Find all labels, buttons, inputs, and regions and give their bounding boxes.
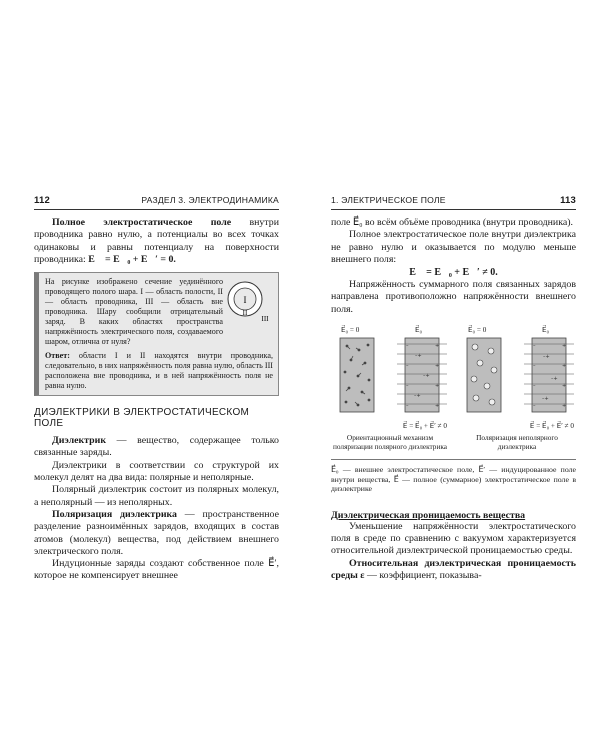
- running-header: 1. ЭЛЕКТРИЧЕСКОЕ ПОЛЕ: [331, 195, 446, 205]
- term-polarization: Поляризация диэлектрика: [52, 508, 177, 520]
- subsection-title: Диэлектрическая проницаемость вещества: [331, 509, 526, 521]
- svg-text:+: +: [435, 383, 440, 390]
- region-label-1: I: [243, 295, 247, 306]
- running-header: РАЗДЕЛ 3. ЭЛЕКТРОДИНАМИКА: [141, 195, 279, 205]
- svg-text:+: +: [435, 343, 440, 350]
- right-page-header: [331, 195, 576, 210]
- box-answer: [45, 351, 273, 391]
- svg-text:–: –: [406, 383, 409, 390]
- paragraph-text: — коэффициент, показыва-: [364, 570, 482, 582]
- label-e0: E⃗₀: [542, 326, 550, 335]
- formula-dielectric: [331, 267, 576, 278]
- svg-text:–: –: [533, 403, 536, 410]
- svg-text:–: –: [533, 383, 536, 390]
- hollow-sphere-icon: [223, 277, 273, 323]
- paragraph-text: — пространственное разделение разноимённых зарядов, входящих в состав атомов (молекул) вещества, под действием внешнего электрического поля.: [34, 508, 279, 557]
- paragraph-types: Диэлектрики в соответствии со структурой их молекул делят на два вида: полярные и неполярные.: [34, 459, 279, 484]
- box-question: На рисунке изображено сечение уединённого проводящего полого шара. I — область полости, II — область проводника, III — область вне проводника. Шару сообщили отрицательный заряд. В каких областях пространства напряжённость электрического поля, создаваемого шаром, отлична от нуля?: [45, 277, 223, 347]
- paragraph-dielectric-field: Полное электростатическое поле внутри диэлектрика не равно нулю и оказывается по модулю меньше внешнего поля:: [331, 229, 576, 265]
- formula-text: E⃗ = E⃗₀ + E⃗′ ≠ 0.: [409, 267, 498, 279]
- paragraph-full-field: [34, 217, 279, 266]
- nonpolar-dielectric-no-field-icon: [458, 336, 512, 416]
- page-number: 112: [34, 195, 50, 206]
- region-label-2: II: [242, 309, 248, 318]
- polar-dielectric-field-icon: [395, 336, 449, 416]
- svg-text:–+: –+: [542, 396, 549, 403]
- section-title: ДИЭЛЕКТРИКИ В ЭЛЕКТРОСТАТИЧЕСКОМ ПОЛЕ: [34, 407, 250, 430]
- left-page-header: [34, 195, 279, 210]
- svg-text:–+: –+: [543, 354, 550, 361]
- paragraph-relative-permittivity: [331, 558, 576, 583]
- pane-no-field: [331, 325, 385, 421]
- svg-text:+: +: [435, 403, 440, 410]
- polarization-figures: [331, 325, 576, 451]
- caption-polar: Ориентационный механизм поляризации полярного диэлектрика: [332, 433, 448, 452]
- paragraph-permittivity: Уменьшение напряжённости электростатического поля в среде по сравнению с вакуумом характеризуется относительной диэлектрической проницаемостью среды.: [331, 520, 576, 557]
- svg-text:+: +: [435, 363, 440, 370]
- svg-text:–: –: [406, 343, 409, 350]
- left-page: [34, 195, 279, 583]
- pane-no-field: [458, 325, 512, 421]
- svg-text:–: –: [406, 363, 409, 370]
- paragraph-dielectric: [34, 435, 279, 460]
- nonpolar-dielectric-field-icon: [522, 336, 576, 416]
- term-full-field: Полное электростатическое поле: [52, 217, 232, 228]
- paragraph-text: — вещество, содержащее только связанные заряды.: [34, 435, 279, 459]
- caption-nonpolar: Поляризация неполярного диэлектрика: [476, 433, 558, 452]
- svg-text:–: –: [406, 403, 409, 410]
- svg-text:–+: –+: [423, 373, 430, 380]
- svg-text:+: +: [562, 363, 567, 370]
- formula-conductor: E⃗ = E⃗₀ + E⃗′ = 0.: [88, 253, 176, 265]
- svg-text:–+: –+: [414, 393, 421, 400]
- paragraph-continued: поле E⃗₀ во всём объёме проводника (внутри проводника).: [331, 217, 574, 228]
- svg-text:+: +: [562, 383, 567, 390]
- label-e0-zero: E⃗₀ = 0: [468, 326, 487, 335]
- pane-with-field: [522, 325, 576, 421]
- label-e0-zero: E⃗₀ = 0: [341, 326, 360, 335]
- svg-text:–: –: [533, 343, 536, 350]
- right-page: [331, 195, 576, 582]
- polar-dielectric-no-field-icon: [331, 336, 385, 416]
- figure-nonpolar: [458, 325, 576, 451]
- figure-legend: E⃗₀ — внешнее электростатическое поле, E⃗′ — индуцированное поле внутри вещества, E⃗ — полное (суммарное) электростатическое поле в диэлектрике: [331, 459, 576, 494]
- svg-text:–: –: [533, 363, 536, 370]
- svg-text:–+: –+: [415, 353, 422, 360]
- term-dielectric: Диэлектрик: [52, 435, 107, 447]
- svg-text:–+: –+: [551, 376, 558, 383]
- answer-text: области I и II находятся внутри проводника, следовательно, в них напряжённость поля равна нулю, область III расположена вне проводника, и в ней напряжённость поля не равна нулю.: [45, 351, 273, 391]
- label-e-total: E⃗ = E⃗₀ + E⃗′ ≠ 0: [402, 422, 447, 431]
- paragraph-text: внутри проводника равно нулю, а потенциалы во всех точках одинаковы и равны потенциалу на поверхности проводника:: [34, 217, 279, 265]
- label-e-total: E⃗ = E⃗₀ + E⃗′ ≠ 0: [529, 422, 574, 431]
- label-e0: E⃗₀: [415, 326, 423, 335]
- hollow-sphere-figure: [223, 277, 273, 347]
- region-label-3: III: [261, 315, 269, 324]
- paragraph-induced: Индуционные заряды создают собственное поле E⃗′, которое не компенсирует внешнее: [34, 558, 279, 582]
- svg-text:+: +: [562, 403, 567, 410]
- pane-with-field: [395, 325, 449, 421]
- paragraph-polar: Полярный диэлектрик состоит из полярных молекул, а неполярный — из неполярных.: [34, 484, 279, 508]
- term-relative-permittivity: Относительная диэлектрическая проницаемость среды ε: [331, 557, 576, 582]
- svg-text:+: +: [562, 343, 567, 350]
- paragraph-polarization: [34, 509, 279, 558]
- paragraph-bound-charges: Напряжённость суммарного поля связанных зарядов направлена противоположно напряжённости внешнего поля.: [331, 279, 576, 315]
- answer-label: Ответ:: [45, 351, 70, 361]
- figure-polar: [331, 325, 449, 451]
- page-number: 113: [560, 195, 576, 206]
- question-box: [34, 272, 279, 396]
